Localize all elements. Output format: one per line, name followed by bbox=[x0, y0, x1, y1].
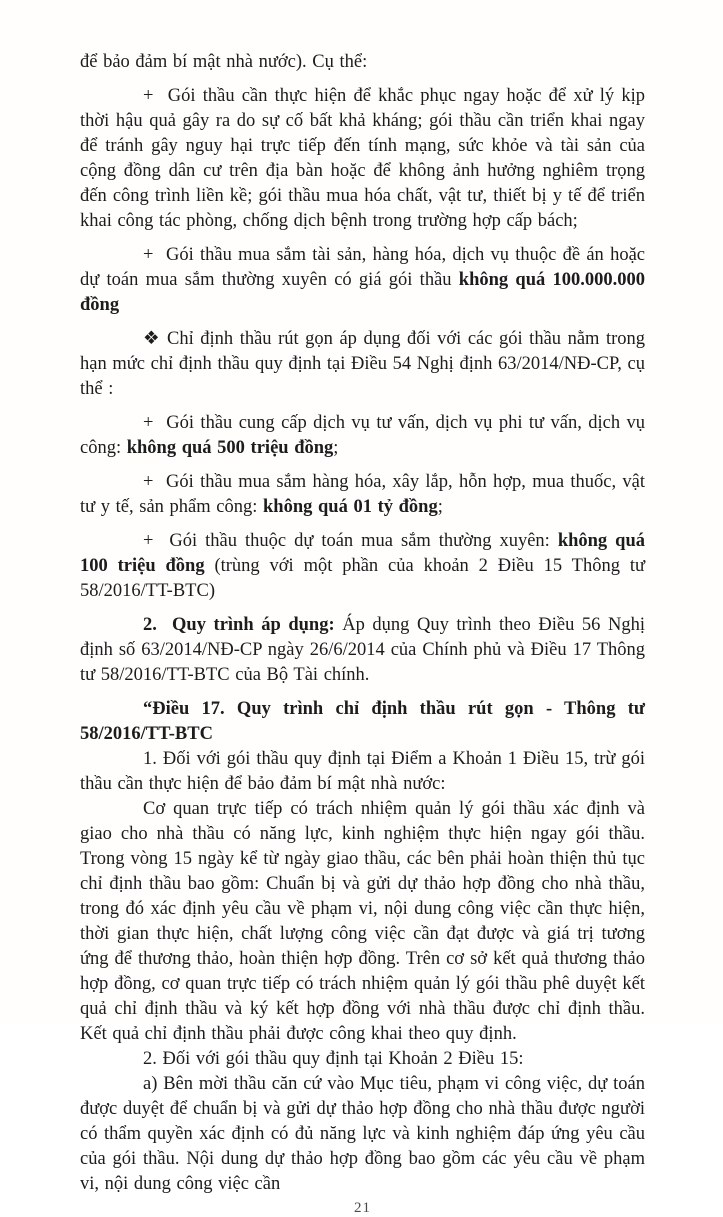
text-run: + Gói thầu mua sắm tài sản, hàng hóa, dịch vụ thuộc đề án hoặc dự toán mua sắm thường xuyên có giá gói thầu bbox=[80, 245, 645, 290]
text-run: + Gói thầu mua sắm hàng hóa, xây lắp, hỗn hợp, mua thuốc, vật tư y tế, sản phẩm công: bbox=[80, 472, 645, 517]
note-chi-dinh-thau-rut-gon bbox=[80, 327, 645, 402]
text-run: (trùng với một phần của khoản 2 Điều 15 Thông tư 58/2016/TT-BTC) bbox=[80, 556, 645, 601]
para-continuation-bi-mat bbox=[80, 50, 645, 75]
text-run-bold: không quá 500 triệu đồng bbox=[126, 438, 334, 458]
text-run-bold: 2. Quy trình áp dụng: bbox=[143, 615, 335, 635]
para-khoan-2-dieu-15 bbox=[80, 1047, 645, 1072]
text-run: ; bbox=[333, 438, 339, 458]
text-run: Áp dụng Quy trình theo Điều 56 Nghị định số 63/2014/NĐ-CP ngày 26/6/2014 của Chính phủ và Điều 17 Thông tư 58/2016/TT-BTC của Bộ Tài chính. bbox=[80, 615, 645, 685]
bullet-hang-hoa-01-ty bbox=[80, 470, 645, 520]
document-body bbox=[80, 50, 645, 1197]
bullet-dich-vu-500-trieu bbox=[80, 411, 645, 461]
para-khoan-1-dieu-15 bbox=[80, 747, 645, 797]
para-quy-trinh-ap-dung bbox=[80, 613, 645, 688]
text-run: + Gói thầu cần thực hiện để khắc phục ngay hoặc để xử lý kịp thời hậu quả gây ra do sự cố bất khả kháng; gói thầu cần triển khai ngay để tránh gây nguy hại trực tiếp đến tính mạng, sức khỏe và tài sản của cộng đồng dân cư trên địa bàn hoặc để không ảnh hưởng nghiêm trọng đến công trình liền kề; gói thầu mua hóa chất, vật tư, thiết bị y tế để triển khai công tác phòng, chống dịch bệnh trong trường hợp cấp bách; bbox=[80, 86, 645, 231]
text-run: a) Bên mời thầu căn cứ vào Mục tiêu, phạm vi công việc, dự toán được duyệt để chuẩn bị và gửi dự thảo hợp đồng cho nhà thầu được người có thẩm quyền xác định có đủ năng lực và kinh nghiệm đáp ứng yêu cầu của gói thầu. Nội dung dự thảo hợp đồng bao gồm các yêu cầu về phạm vi, nội dung công việc cần bbox=[80, 1074, 645, 1194]
text-run: + Gói thầu cung cấp dịch vụ tư vấn, dịch vụ phi tư vấn, dịch vụ công: bbox=[80, 413, 645, 458]
text-run-bold: không quá 100.000.000 đồng bbox=[80, 270, 645, 315]
page-number: 21 bbox=[354, 1200, 371, 1216]
heading-dieu-17 bbox=[80, 697, 645, 747]
text-run: Cơ quan trực tiếp có trách nhiệm quản lý gói thầu xác định và giao cho nhà thầu có năng lực, kinh nghiệm thực hiện ngay gói thầu. Trong vòng 15 ngày kể từ ngày giao thầu, các bên phải hoàn thiện thủ tục chỉ định thầu bao gồm: Chuẩn bị và gửi dự thảo hợp đồng cho nhà thầu, trong đó xác định yêu cầu về phạm vi, nội dung công việc cần thực hiện, thời gian thực hiện, chất lượng công việc cần đạt được và giá trị tương ứng để thương thảo, hoàn thiện hợp đồng. Trên cơ sở kết quả thương thảo hợp đồng, cơ quan trực tiếp có trách nhiệm quản lý gói thầu phê duyệt kết quả chỉ định thầu và ký kết hợp đồng với nhà thầu được chỉ định thầu. Kết quả chỉ định thầu phải được công khai theo quy định. bbox=[80, 799, 645, 1044]
text-run: + Gói thầu thuộc dự toán mua sắm thường xuyên: bbox=[143, 531, 558, 551]
text-run: ; bbox=[437, 497, 443, 517]
para-ben-moi-thau bbox=[80, 1072, 645, 1197]
para-co-quan-truc-tiep bbox=[80, 797, 645, 1047]
text-run-bold: “Điều 17. Quy trình chỉ định thầu rút gọn - Thông tư 58/2016/TT-BTC bbox=[80, 699, 645, 744]
text-run: ❖ Chỉ định thầu rút gọn áp dụng đối với các gói thầu nằm trong hạn mức chỉ định thầu quy định tại Điều 54 Nghị định 63/2014/NĐ-CP, cụ thể : bbox=[80, 329, 645, 399]
text-run: 2. Đối với gói thầu quy định tại Khoản 2 Điều 15: bbox=[143, 1049, 524, 1069]
bullet-mua-sam-100-trieu bbox=[80, 243, 645, 318]
text-run-bold: không quá 100 triệu đồng bbox=[80, 531, 645, 576]
text-run: để bảo đảm bí mật nhà nước). Cụ thể: bbox=[80, 52, 368, 72]
text-run: 1. Đối với gói thầu quy định tại Điểm a Khoản 1 Điều 15, trừ gói thầu cần thực hiện để bảo đảm bí mật nhà nước: bbox=[80, 749, 645, 794]
bullet-khac-phuc-ngay bbox=[80, 84, 645, 234]
bullet-thuong-xuyen-100-trieu bbox=[80, 529, 645, 604]
text-run-bold: không quá 01 tỷ đồng bbox=[263, 497, 438, 517]
